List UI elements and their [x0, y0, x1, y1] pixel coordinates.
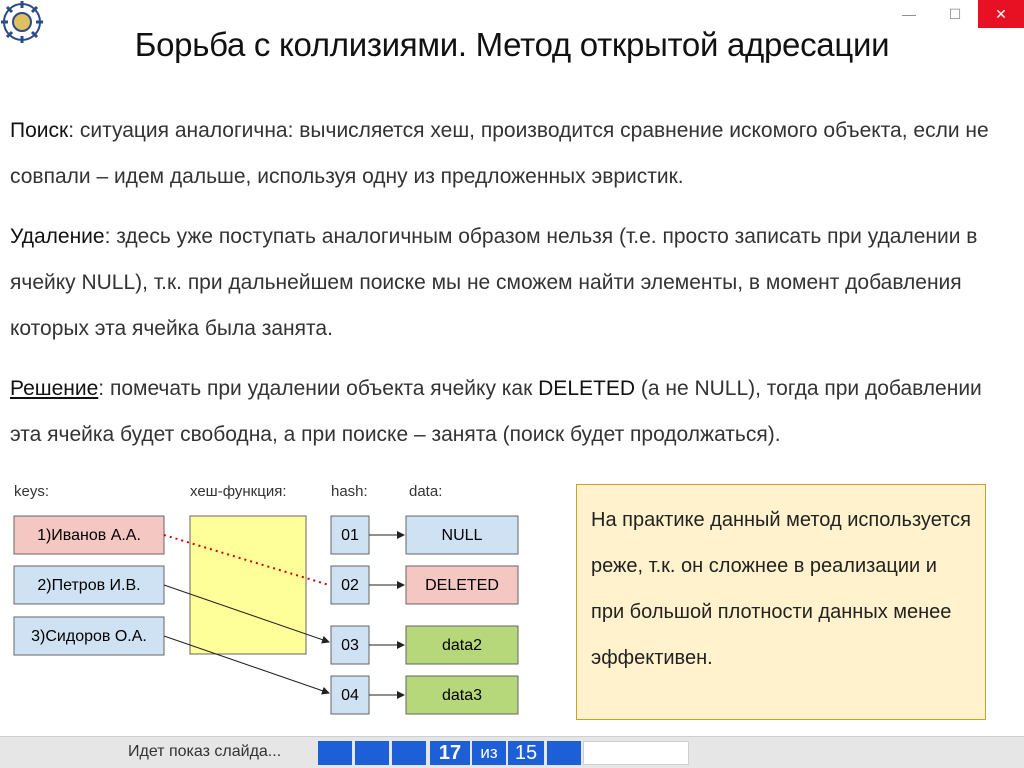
- deletion-paragraph: [10, 214, 1010, 352]
- close-icon[interactable]: ✕: [978, 0, 1024, 28]
- deletion-text: : здесь уже поступать аналогичным образом нельзя (т.е. просто записать при удалении в ячейку NULL), т.к. при дальнейшем поиске мы не сможем найти элементы, в момент добавления которых эта ячейка была занята.: [10, 225, 978, 340]
- hash-02: 02: [341, 577, 359, 594]
- hash-table-diagram: [0, 476, 540, 726]
- total-slides: 15: [508, 741, 544, 765]
- hash-03: 03: [341, 637, 359, 654]
- data-label: data:: [409, 483, 443, 500]
- note-box: На практике данный метод используется реже, т.к. он сложнее в реализации и при большой плотности данных менее эффективен.: [576, 484, 986, 720]
- hash-label: hash:: [331, 483, 368, 500]
- of-label: из: [472, 741, 506, 765]
- slide-title: Борьба с коллизиями. Метод открытой адресации: [134, 26, 890, 63]
- key-1: 1)Иванов А.А.: [37, 527, 141, 544]
- hash-01: 01: [341, 527, 359, 544]
- progress-segment: [318, 741, 352, 765]
- progress-segment: [392, 741, 426, 765]
- data-deleted: DELETED: [425, 577, 499, 594]
- search-text: : ситуация аналогична: вычисляется хеш, производится сравнение искомого объекта, если не совпали – идем дальше, используя одну из предложенных эвристик.: [10, 119, 989, 188]
- progress-remaining: [583, 741, 689, 765]
- solution-text-after: (а не NULL), тогда при добавлении эта ячейка будет свободна, а при поиске – занята (поиск будет продолжаться).: [10, 377, 982, 446]
- key-2: 2)Петров И.В.: [37, 577, 141, 594]
- hash-function-box: [190, 516, 306, 654]
- data-data3: data3: [441, 687, 483, 704]
- solution-text-before: : помечать при удалении объекта ячейку как: [98, 377, 539, 400]
- hash-func-label: хеш-функция:: [190, 483, 287, 500]
- window-controls: [886, 0, 1024, 28]
- current-slide-number[interactable]: 17: [430, 741, 470, 765]
- status-text: Идет показ слайда...: [128, 743, 282, 760]
- key-3: 3)Сидоров О.А.: [31, 628, 147, 645]
- maximize-icon[interactable]: ☐: [948, 5, 962, 22]
- solution-term: Решение: [10, 377, 99, 400]
- search-paragraph: [10, 108, 1010, 200]
- data-data2: data2: [441, 637, 483, 654]
- deletion-term: Удаление: [10, 225, 105, 248]
- solution-paragraph: [10, 366, 1010, 458]
- keys-label: keys:: [14, 483, 50, 500]
- data-null: NULL: [441, 527, 483, 544]
- progress-segment: [355, 741, 389, 765]
- hash-04: 04: [341, 687, 359, 704]
- progress-segment: [547, 741, 581, 765]
- minimize-icon[interactable]: —: [902, 6, 916, 22]
- slideshow-status-bar: [0, 736, 1024, 768]
- search-term: Поиск: [10, 119, 69, 142]
- deleted-keyword: DELETED: [538, 377, 635, 400]
